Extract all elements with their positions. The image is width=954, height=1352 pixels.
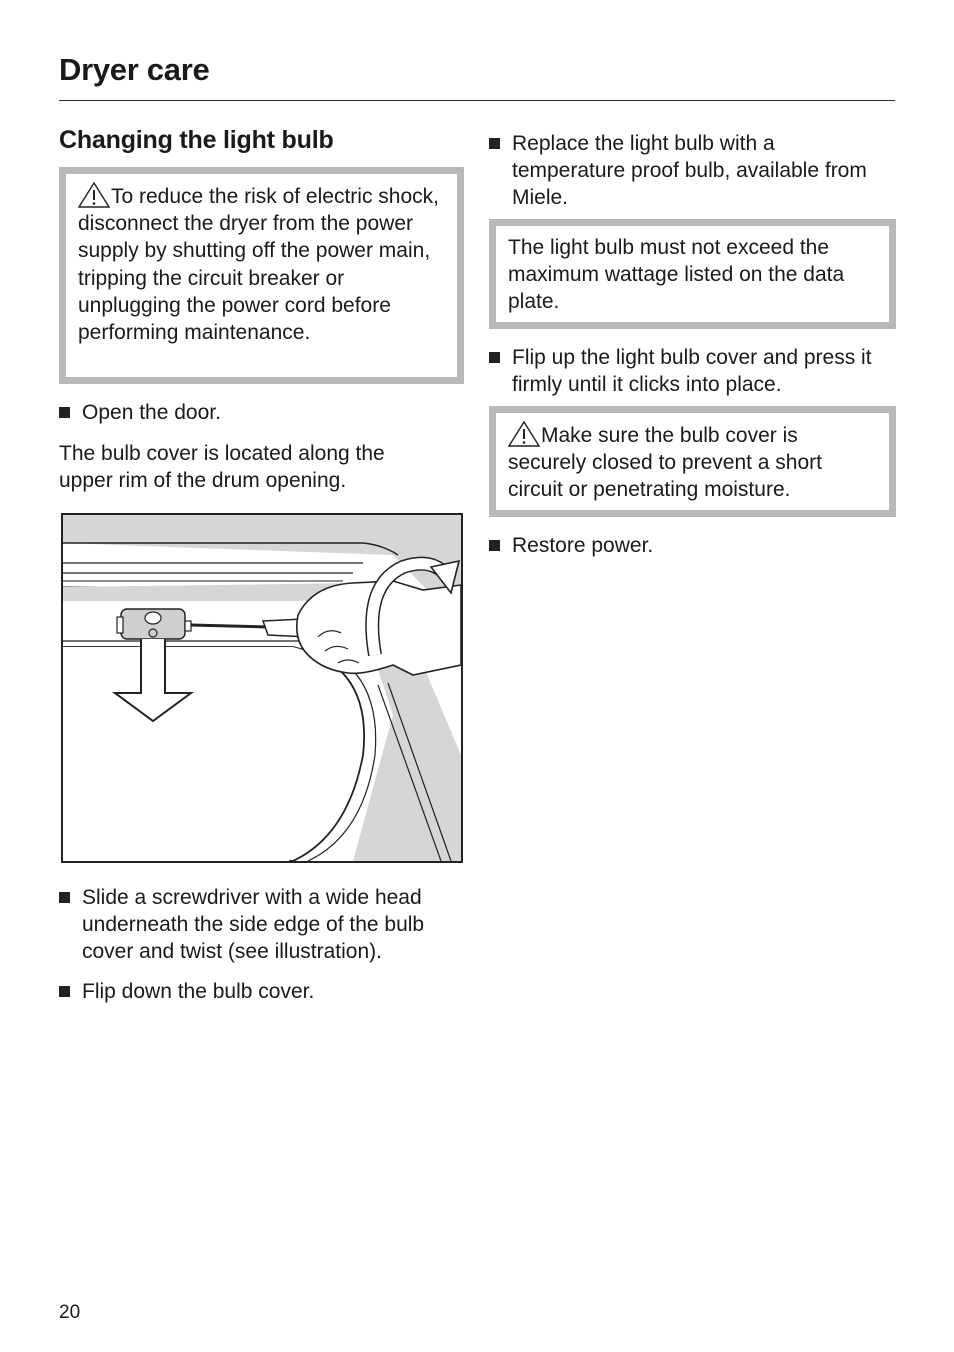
step-text: Flip down the bulb cover. [82, 980, 315, 1003]
step-text: Slide a screwdriver with a wide head underneath the side edge of the bulb cover and twist (see illustration). [82, 886, 425, 964]
step-flip-up-cover [489, 344, 896, 398]
step-restore-power [489, 532, 896, 559]
warning-box-electric-shock [59, 167, 464, 384]
step-slide-screwdriver [59, 884, 464, 966]
step-text: Flip up the light bulb cover and press it firmly until it clicks into place. [512, 346, 872, 397]
warning-box-bulb-cover [489, 406, 896, 517]
step-open-door [59, 399, 464, 426]
illustration-screwdriver-bulb-cover [61, 513, 463, 863]
page-header-title: Dryer care [59, 52, 210, 87]
square-bullet-icon [59, 986, 70, 997]
step-replace-bulb [489, 130, 869, 212]
warning-triangle-icon [508, 421, 540, 445]
square-bullet-icon [489, 352, 500, 363]
square-bullet-icon [489, 540, 500, 551]
step-text: Open the door. [82, 401, 221, 424]
square-bullet-icon [489, 138, 500, 149]
step-text: Restore power. [512, 534, 654, 557]
section-title: Changing the light bulb [59, 126, 334, 154]
note-text: The light bulb must not exceed the maximum wattage listed on the data plate. [508, 236, 845, 314]
warning-text: Make sure the bulb cover is securely closed to prevent a short circuit or penetrating moisture. [508, 424, 822, 502]
step-text: Replace the light bulb with a temperature proof bulb, available from Miele. [512, 132, 867, 210]
header-divider [59, 100, 895, 101]
bulb-location-text: The bulb cover is located along the upper rim of the drum opening. [59, 442, 385, 493]
warning-triangle-icon [78, 182, 110, 206]
note-box-wattage [489, 219, 896, 329]
square-bullet-icon [59, 407, 70, 418]
page-number: 20 [59, 1302, 81, 1323]
step-flip-down-cover [59, 978, 464, 1005]
warning-text: To reduce the risk of electric shock, disconnect the dryer from the power supply by shutting off the power main, tripping the circuit breaker or unplugging the power cord before performing maintenance. [78, 185, 439, 345]
square-bullet-icon [59, 892, 70, 903]
